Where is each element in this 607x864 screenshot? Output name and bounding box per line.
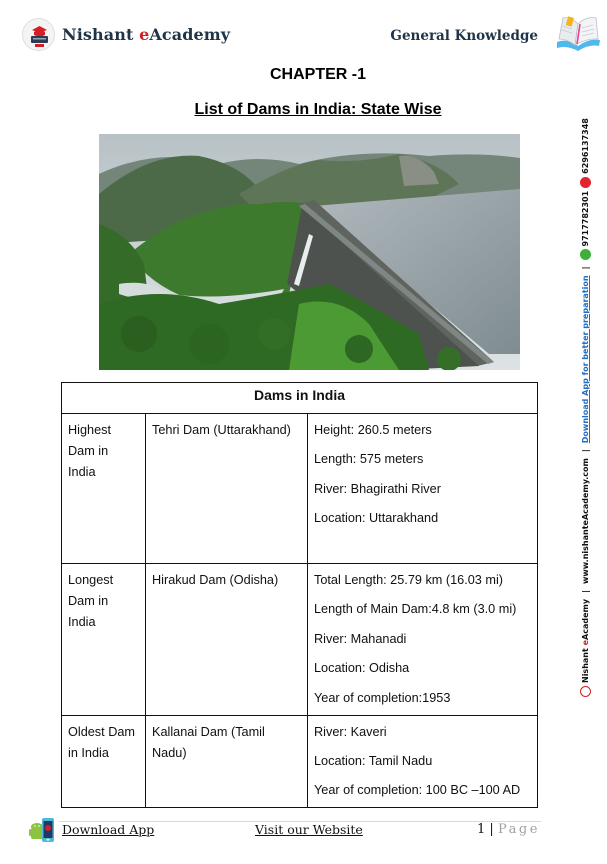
dam-name: Hirakud Dam (Odisha) [146,564,308,716]
academy-logo-icon [22,18,55,51]
chapter-heading: CHAPTER -1 [269,66,366,83]
dam-category: Longest Dam in India [62,564,146,716]
dam-details [308,715,538,808]
page-sep: | [489,822,494,837]
detail-line: Location: Tamil Nadu [314,753,433,768]
academy-logo-icon [580,686,591,697]
detail-line: Year of completion: 100 BC –100 AD [314,783,521,798]
phone-number[interactable]: 6296137348 [581,118,590,174]
page-num: 1 [477,822,486,837]
page-title: List of Dams in India: State Wise [194,101,442,118]
phone-icon [580,177,591,188]
subject-title: General Knowledge [390,28,538,44]
detail-line: Height: 260.5 meters [314,423,432,437]
android-app-icon[interactable] [28,817,56,843]
brand-e: e [139,25,150,44]
separator: | [581,266,590,270]
dams-table [61,382,538,808]
side-banner [580,118,591,697]
detail-line: River: Bhagirathi River [314,481,441,496]
dam-details [308,564,538,716]
table-row [62,414,538,564]
table-header-row [62,383,538,414]
separator: | [581,449,590,453]
side-brand [581,599,590,683]
page-number [477,822,540,837]
table-row [62,715,538,808]
side-brand-suffix: Academy [581,598,590,640]
download-app-link[interactable]: Download App [62,822,155,837]
side-brand-e: e [581,639,590,646]
dam-details [308,414,538,564]
detail-line: Length of Main Dam:4.8 km (3.0 mi) [314,602,517,617]
brand-prefix: Nishant [62,25,140,44]
brand-suffix: Academy [149,25,231,44]
table-title: Dams in India [62,383,538,414]
whatsapp-icon [580,249,591,260]
side-brand-prefix: Nishant [581,645,590,683]
dam-category: Highest Dam in India [62,414,146,564]
dam-photo [99,134,520,370]
detail-line: Length: 575 meters [314,452,424,467]
detail-line: Location: Odisha [314,661,410,676]
dam-name: Tehri Dam (Uttarakhand) [146,414,308,564]
side-download-link[interactable]: Download App for better preparation [581,275,590,444]
detail-line: River: Kaveri [314,724,387,739]
detail-line: Year of completion:1953 [314,690,451,705]
page-word: Page [497,822,540,837]
dam-category: Oldest Dam in India [62,715,146,808]
dam-name: Kallanai Dam (Tamil Nadu) [146,715,308,808]
separator: | [581,589,590,593]
table-row [62,564,538,716]
visit-website-link[interactable]: Visit our Website [255,822,363,837]
whatsapp-number[interactable]: 9717782301 [581,190,590,247]
detail-line: Location: Uttarakhand [314,511,439,526]
brand-name [62,25,230,44]
side-website-link[interactable]: www.nishanteAcademy.com [581,458,590,584]
open-book-icon [553,10,603,54]
detail-line: River: Mahanadi [314,631,407,646]
detail-line: Total Length: 25.79 km (16.03 mi) [314,573,504,587]
